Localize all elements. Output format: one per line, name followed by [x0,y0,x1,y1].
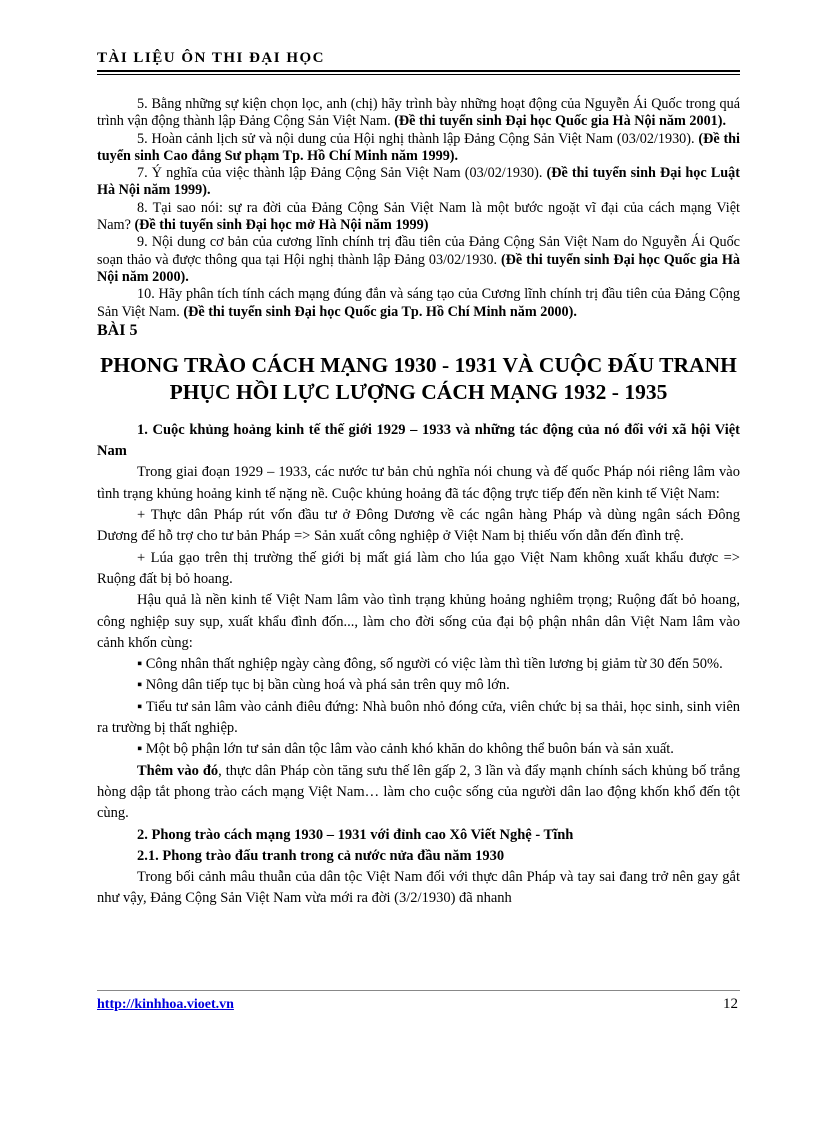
header-rule-thin [97,74,740,75]
page-content [97,96,740,910]
question-5a: 5. Bằng những sự kiện chọn lọc, anh (chị) hãy trình bày những hoạt động của Nguyễn Ái Quốc trong quá trình vận động thành lập Đảng Cộng Sản Việt Nam. (Đề thi tuyển sinh Đại học Quốc gia Hà Nội năm 2001). [97,96,740,130]
paragraph-2: + Thực dân Pháp rút vốn đầu tư ở Đông Dương về các ngân hàng Pháp và dùng ngân sách Đông Dương để hỗ trợ cho tư bản Pháp => Sản xuất công nghiệp ở Việt Nam bị thiếu vốn dẫn đến đình trệ. [97,507,740,545]
lesson-label: BÀI 5 [97,321,138,339]
chapter-title: PHONG TRÀO CÁCH MẠNG 1930 - 1931 VÀ CUỘC ĐẤU TRANH PHỤC HỒI LỰC LƯỢNG CÁCH MẠNG 1932 - 1935 [100,352,737,404]
bullet-3: ▪ Tiểu tư sản lâm vào cảnh điêu đứng: Nhà buôn nhỏ đóng cửa, viên chức bị sa thải, học sinh, sinh viên ra trường bị thất nghiệp. [97,698,740,737]
question-10: 10. Hãy phân tích tính cách mạng đúng đắn và sáng tạo của Cương lĩnh chính trị đầu tiên của Đảng Cộng Sản Việt Nam. (Đề thi tuyển sinh Đại học Quốc gia Tp. Hồ Chí Minh năm 2000). [97,286,740,320]
question-7: 7. Ý nghĩa của việc thành lập Đảng Cộng Sản Việt Nam (03/02/1930). (Đề thi tuyển sinh Đại học Luật Hà Nội năm 1999). [97,165,740,199]
footer-rule [97,990,740,991]
question-5b: 5. Hoàn cảnh lịch sử và nội dung của Hội nghị thành lập Đảng Cộng Sản Việt Nam (03/02/1930). (Đề thi tuyển sinh Cao đẳng Sư phạm Tp. Hồ Chí Minh năm 1999). [97,130,740,164]
paragraph-4: Hậu quả là nền kinh tế Việt Nam lâm vào tình trạng khủng hoảng nghiêm trọng; Ruộng đất bỏ hoang, công nghiệp suy sụp, xuất khẩu đình đốn..., làm cho đời sống của đại bộ phận nhân dân Việt Nam lâm vào cảnh khốn cùng: [97,592,740,651]
question-9: 9. Nội dung cơ bản của cương lĩnh chính trị đầu tiên của Đảng Cộng Sản Việt Nam do Nguyễn Ái Quốc soạn thảo và được thông qua tại Hội nghị thành lập Đảng 03/02/1930. (Đề thi tuyển sinh Đại học Quốc gia Hà Nội năm 2000). [97,234,741,285]
page-number: 12 [723,996,738,1012]
paragraph-5: Thêm vào đó, thực dân Pháp còn tăng sưu thế lên gấp 2, 3 lần và đẩy mạnh chính sách khủng bố trắng hòng dập tắt phong trào cách mạng Việt Nam… làm cho cuộc sống của người dân lao động khốn khổ đến tột cùng. [97,762,740,822]
header-rule [97,70,740,72]
section-2-1-heading: 2.1. Phong trào đấu tranh trong cả nước nửa đầu năm 1930 [137,847,505,864]
paragraph-1: Trong giai đoạn 1929 – 1933, các nước tư bản chủ nghĩa nói chung và đế quốc Pháp nói riêng lâm vào tình trạng khủng hoảng kinh tế nặng nề. Cuộc khủng hoảng đã tác động trực tiếp đến nền kinh tế Việt Nam: [97,464,740,502]
bullet-4: ▪ Một bộ phận lớn tư sản dân tộc lâm vào cảnh khó khăn do không thể buôn bán và sản xuất. [137,741,674,758]
paragraph-3: + Lúa gạo trên thị trường thế giới bị mất giá làm cho lúa gạo Việt Nam không xuất khẩu được => Ruộng đất bị bỏ hoang. [97,549,740,587]
question-8: 8. Tại sao nói: sự ra đời của Đảng Cộng Sản Việt Nam là một bước ngoặt vĩ đại của cách mạng Việt Nam? (Đề thi tuyển sinh Đại học mở Hà Nội năm 1999) [97,199,740,234]
bullet-2: ▪ Nông dân tiếp tục bị bần cùng hoá và phá sản trên quy mô lớn. [137,677,510,694]
footer-link[interactable]: http://kinhhoa.vioet.vn [97,997,234,1012]
paragraph-6: Trong bối cảnh mâu thuẫn của dân tộc Việt Nam đối với thực dân Pháp và tay sai đang trở nên gay gắt như vậy, Đảng Cộng Sản Việt Nam vừa mới ra đời (3/2/1930) đã nhanh [97,869,740,907]
bullet-1: ▪ Công nhân thất nghiệp ngày càng đông, số người có việc làm thì tiền lương bị giảm từ 30 đến 50%. [137,656,723,673]
page-header-title: TÀI LIỆU ÔN THI ĐẠI HỌC [97,50,326,66]
section-1-heading: 1. Cuộc khủng hoảng kinh tế thế giới 1929 – 1933 và những tác động của nó đối với xã hội Việt Nam [97,421,740,460]
section-2-heading: 2. Phong trào cách mạng 1930 – 1931 với đỉnh cao Xô Viết Nghệ - Tĩnh [137,826,574,843]
